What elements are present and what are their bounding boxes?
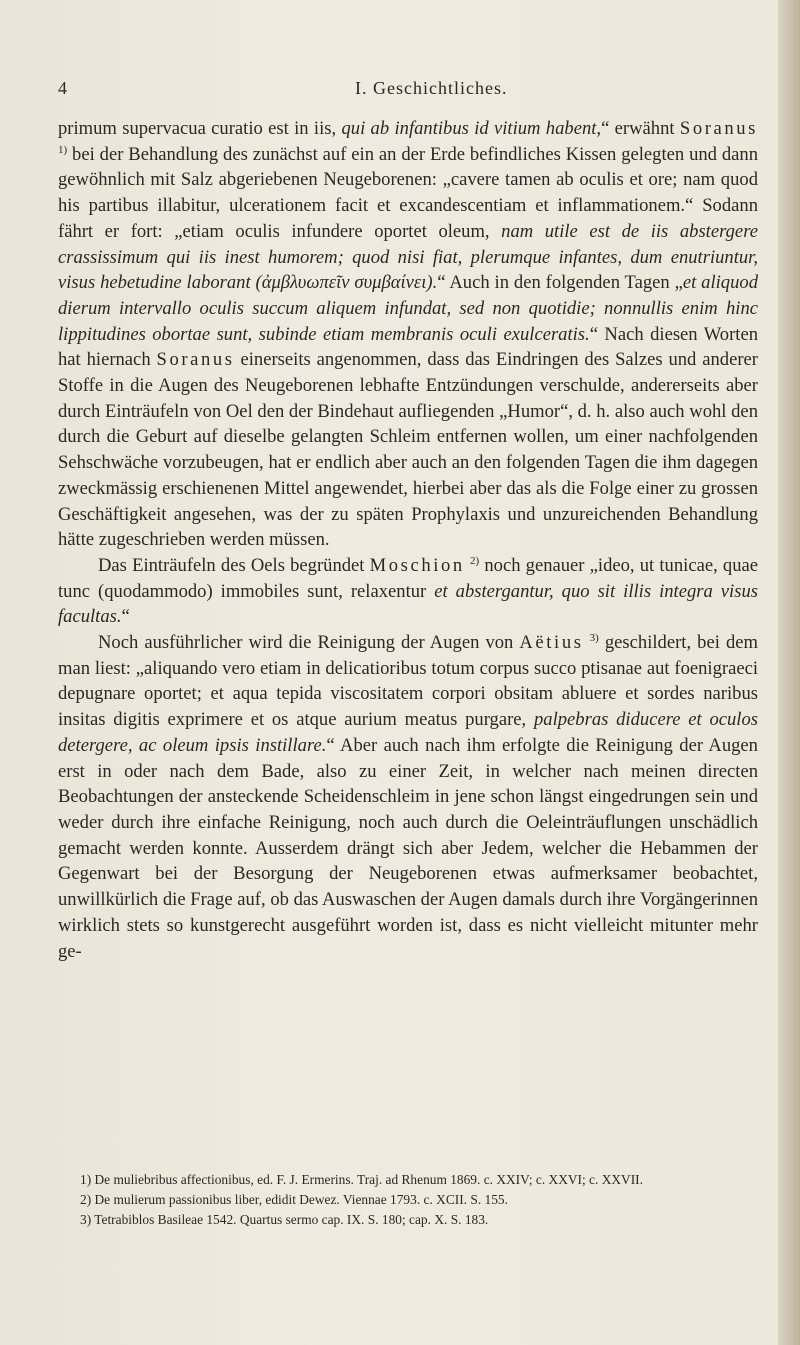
text-run: Soranus [156, 349, 235, 371]
paragraph-2 [58, 553, 758, 630]
footnote-1: 1) De muliebribus affectionibus, ed. F. J. Ermerins. Traj. ad Rhenum 1869. c. XXIV; c. XXVI; c. XXVII. [80, 1172, 643, 1187]
paragraph-3 [58, 630, 758, 964]
running-title: I. Geschichtliches. [355, 78, 508, 98]
page-number: 4 [58, 78, 68, 98]
footnote-2: 2) De mulierum passionibus liber, edidit Dewez. Viennae 1793. c. XCII. S. 155. [80, 1192, 508, 1207]
text-run: “ erwähnt [601, 118, 680, 139]
text-run: Aëtius [519, 632, 584, 654]
text-run: 1) [58, 143, 68, 156]
text-run: Soranus [679, 118, 758, 139]
text-run: qui ab infantibus id vitium habent, [341, 118, 602, 139]
page-header [58, 78, 740, 102]
text-run: et abstergantur, quo sit illis integra visus facultas. [58, 580, 758, 628]
text-run: Moschion [369, 554, 465, 576]
text-run: “ Nach diesen Worten hat hiernach [58, 323, 758, 371]
text-run: bei der Behandlung des zunächst auf ein an der Erde befindliches Kissen gelegten und dann gewöhnlich mit Salz abgeriebenen Neugeborenen: „cavere tamen ab oculis et ore; nam quod his partibus illabitur, ulcerationem facit et excandescentiam et inflammationem.“ Sodann fährt er fort: „etiam oculis infundere oportet oleum, [58, 143, 758, 242]
paragraph-1 [58, 116, 758, 553]
text-run: et aliquod dierum intervallo oculis succum aliquem infundat, sed non quotidie; nonnullis enim hinc lippitudines obortae sunt, subinde etiam membranis oculi exulceratis. [58, 272, 758, 345]
text-run: einerseits angenommen, dass das Eindringen des Salzes und anderer Stoffe in die Augen des Neugeborenen lebhafte Entzündungen verschulde, andererseits aber durch Einträufeln von Oel den der Bindehaut aufliegenden „Humor“, d. h. also auch wohl den durch die Geburt auf dieselbe gelangten Schleim entfernen wollen, um einer nachfolgenden Sehschwäche vorzubeugen, hat er endlich aber auch an den folgenden Tagen die ihm dagegen zweckmässig erschienenen Mittel angewendet, hierbei aber das als die Folge einer zu grossen Geschäftigkeit angesehen, was der zu späten Prophylaxis und unzureichenden Behandlung hätte zugeschrieben werden müssen. [58, 349, 758, 551]
body-text [58, 116, 758, 964]
footnote-3: 3) Tetrabiblos Basileae 1542. Quartus sermo cap. IX. S. 180; cap. X. S. 183. [80, 1212, 489, 1227]
text-run: “ [121, 606, 130, 628]
text-run: 2) [470, 554, 480, 567]
text-run: noch genauer „ideo, ut tunicae, quae tunc (quodammodo) immobiles sunt, relaxentur [58, 554, 758, 602]
text-run: Das Einträufeln des Oels begründet [98, 554, 370, 576]
text-run: palpebras diducere et oculos detergere, ac oleum ipsis instillare. [58, 709, 759, 756]
page-edge-shadow [778, 0, 800, 1345]
text-run: nam utile est de iis abstergere crassissimum qui iis inest humorem; quod nisi fiat, plerumque infantes, dum enutriuntur, visus hebetudine laborant (ἀμβλυωπεῖν συμβαίνει). [58, 220, 758, 294]
text-run: Noch ausführlicher wird die Reinigung der Augen von [98, 632, 520, 654]
text-run: “ Auch in den folgenden Tagen „ [437, 272, 683, 294]
text-run: 3) [589, 631, 599, 644]
text-run: “ Aber auch nach ihm erfolgte die Reinigung der Augen erst in oder nach dem Bade, also zu einer Zeit, in welcher nach meinen directen Beobachtungen der ansteckende Scheidenschleim in jene schon längst eingedrungen sein und weder durch ihre einfache Reinigung, noch auch durch die Oeleinträuflungen unschädlich gemacht werden konnte. Ausserdem drängt sich aber Jedem, welcher die Hebammen der Gegenwart bei der Besorgung der Neugeborenen etwas aufmerksamer beobachtet, unwillkürlich die Frage auf, ob das Auswaschen der Augen damals durch ihre Vorgängerinnen wirklich stets so kunstgerecht ausgeführt worden ist, dass es nicht vielleicht mitunter mehr ge- [58, 734, 758, 962]
text-run: geschildert, bei dem man liest: „aliquando vero etiam in delicatioribus totum corpus succo ptisanae aut foenigraeci depugnare oportet; et aqua tepida viscositatem corpori obsitam abluere et sordes naribus insitas digitis exprimere et os atque aurium meatus purgare, [58, 632, 758, 731]
text-run: primum supervacua curatio est in iis, [58, 118, 342, 139]
footnotes [58, 1170, 758, 1230]
